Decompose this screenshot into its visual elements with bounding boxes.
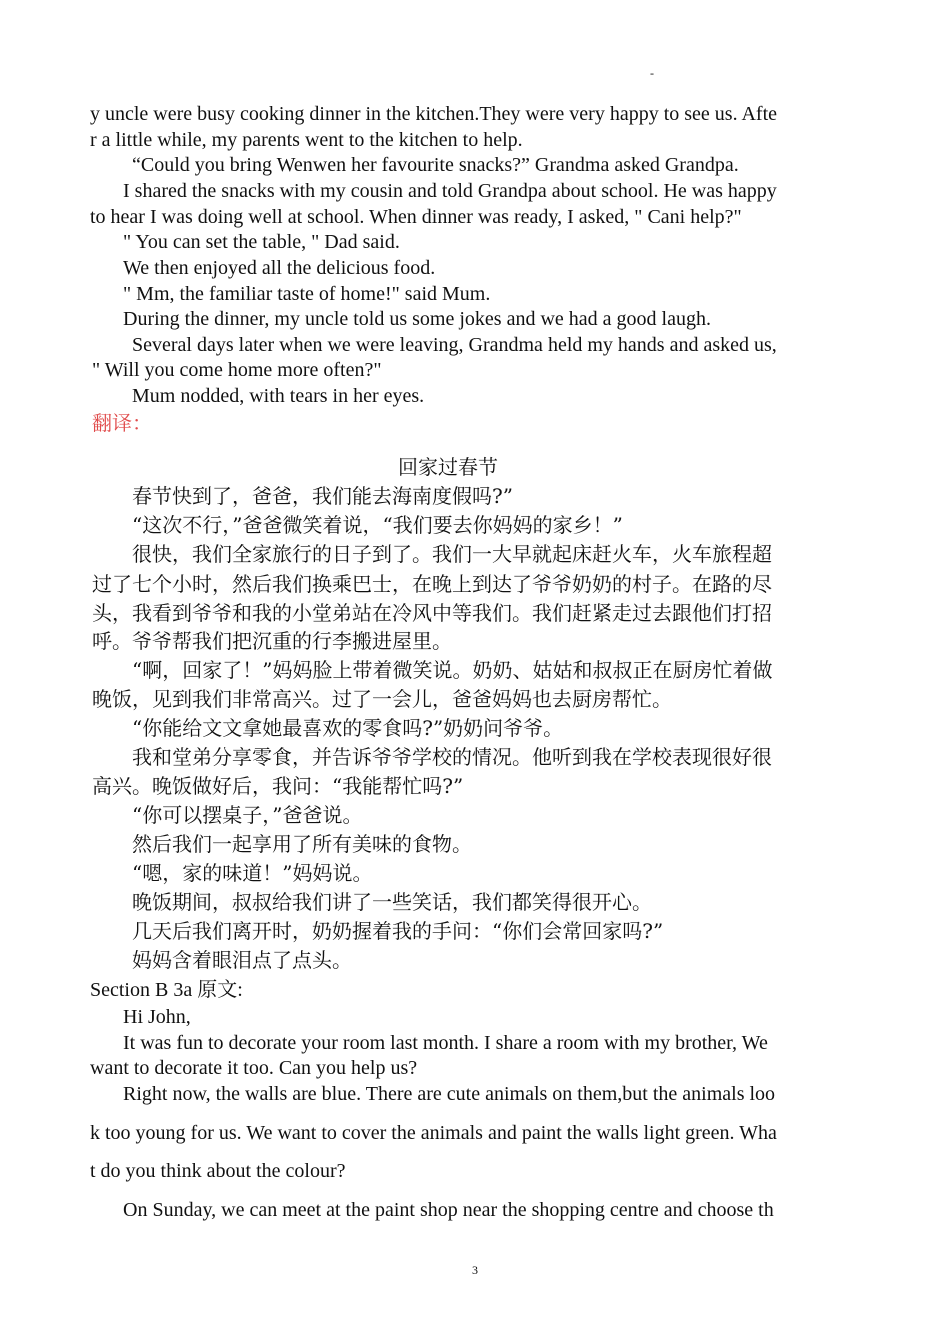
translation-line: 晚饭，见到我们非常高兴。过了一会儿，爸爸妈妈也去厨房帮忙。 (92, 687, 672, 711)
story-line: We then enjoyed all the delicious food. (123, 257, 436, 279)
story-line: " Will you come home more often?" (92, 359, 382, 381)
translation-line: 然后我们一起享用了所有美味的食物。 (132, 832, 472, 856)
translation-line: 很快，我们全家旅行的日子到了。我们一大早就起床赶火车，火车旅程超 (132, 542, 772, 566)
story-line: r a little while, my parents went to the kitchen to help. (90, 129, 523, 151)
translation-line: “嗯，家的味道！”妈妈说。 (132, 861, 373, 885)
translation-line: “你可以摆桌子，”爸爸说。 (132, 803, 363, 827)
translation-line: 春节快到了，爸爸，我们能去海南度假吗?” (132, 484, 513, 508)
translation-line: 过了七个小时，然后我们换乘巴士，在晚上到达了爷爷奶奶的村子。在路的尽 (92, 572, 772, 596)
letter-line: k too young for us. We want to cover the animals and paint the walls light green. Wha (90, 1122, 777, 1144)
section-heading: Section B 3a 原文: (90, 979, 243, 1001)
translation-line: “你能给文文拿她最喜欢的零食吗?”奶奶问爷爷。 (132, 716, 564, 740)
story-line: y uncle were busy cooking dinner in the kitchen.They were very happy to see us. Afte (90, 103, 778, 125)
story-line: " You can set the table, " Dad said. (123, 231, 400, 253)
story-line: " Mm, the familiar taste of home!" said Mum. (123, 283, 491, 305)
story-line: “Could you bring Wenwen her favourite snacks?” Grandma asked Grandpa. (132, 154, 739, 176)
translation-title: 回家过春节 (398, 455, 498, 479)
translation-line: 头，我看到爷爷和我的小堂弟站在冷风中等我们。我们赶紧走过去跟他们打招 (92, 601, 772, 625)
translation-line: 呼。爷爷帮我们把沉重的行李搬进屋里。 (92, 629, 452, 653)
translation-line: “啊，回家了！”妈妈脸上带着微笑说。奶奶、姑姑和叔叔正在厨房忙着做 (132, 658, 773, 682)
letter-line: It was fun to decorate your room last month. I share a room with my brother, We (123, 1032, 768, 1054)
letter-line: want to decorate it too. Can you help us? (90, 1057, 418, 1079)
translation-line: 妈妈含着眼泪点了点头。 (132, 948, 352, 972)
header-mark: - (650, 66, 654, 80)
translation-line: 晚饭期间，叔叔给我们讲了一些笑话，我们都笑得很开心。 (132, 890, 652, 914)
translation-line: 几天后我们离开时，奶奶握着我的手问：“你们会常回家吗?” (132, 919, 664, 943)
story-line: During the dinner, my uncle told us some jokes and we had a good laugh. (123, 308, 711, 330)
letter-line: t do you think about the colour? (90, 1160, 346, 1182)
page-number: 3 (472, 1263, 478, 1277)
letter-line: Hi John, (123, 1006, 191, 1028)
translation-line: 我和堂弟分享零食，并告诉爷爷学校的情况。他听到我在学校表现很好很 (132, 745, 772, 769)
story-line: I shared the snacks with my cousin and told Grandpa about school. He was happy (123, 180, 777, 202)
translation-line: 高兴。晚饭做好后，我问：“我能帮忙吗?” (92, 774, 464, 798)
translation-line: “这次不行，”爸爸微笑着说，“我们要去你妈妈的家乡！” (132, 513, 623, 537)
translation-label: 翻译： (92, 411, 152, 435)
letter-line: On Sunday, we can meet at the paint shop near the shopping centre and choose th (123, 1199, 774, 1221)
story-line: Mum nodded, with tears in her eyes. (132, 385, 425, 407)
letter-line: Right now, the walls are blue. There are cute animals on them,but the animals loo (123, 1083, 776, 1105)
story-line: to hear I was doing well at school. When dinner was ready, I asked, " Cani help?" (90, 206, 742, 228)
story-line: Several days later when we were leaving, Grandma held my hands and asked us, (132, 334, 777, 356)
